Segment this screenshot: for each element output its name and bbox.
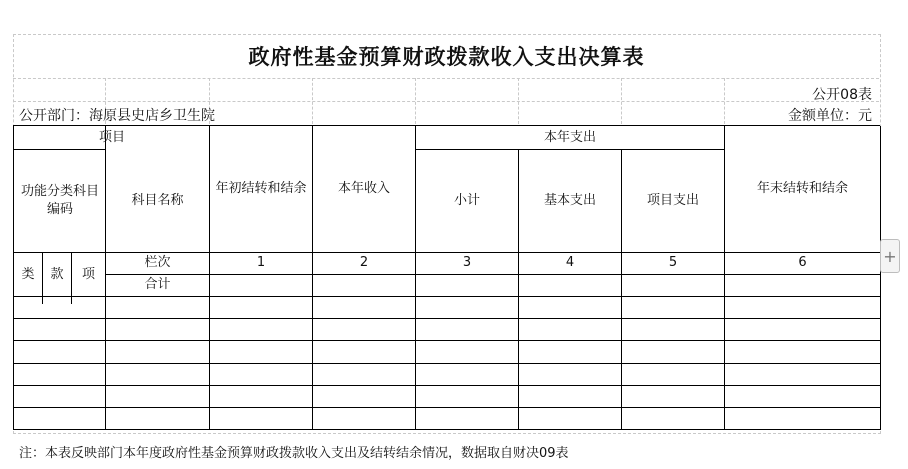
header-subject-name: 科目名称 bbox=[131, 193, 184, 208]
header-basic-expenditure: 基本支出 bbox=[543, 193, 596, 208]
header-project: 项目 bbox=[98, 129, 125, 145]
column-number: 2 bbox=[359, 255, 369, 270]
sheet-gridline bbox=[312, 78, 313, 124]
header-begin-balance: 年初结转和结余 bbox=[215, 181, 307, 196]
table-border bbox=[14, 407, 880, 408]
expand-button[interactable] bbox=[880, 239, 900, 273]
header-xiang: 项 bbox=[81, 267, 95, 282]
sheet-gridline bbox=[13, 78, 879, 79]
sheet-gridline bbox=[518, 78, 519, 124]
column-number: 3 bbox=[462, 255, 472, 270]
header-function-code: 功能分类科目编码 bbox=[20, 184, 99, 217]
column-number: 4 bbox=[565, 255, 575, 270]
column-number: 1 bbox=[256, 255, 266, 270]
table-border bbox=[14, 318, 880, 319]
sheet-gridline bbox=[13, 101, 879, 102]
header-end-balance: 年末结转和结余 bbox=[756, 181, 848, 196]
budget-table bbox=[13, 125, 880, 430]
page-title: 政府性基金预算财政拨款收入支出决算表 bbox=[248, 44, 645, 69]
header-subtotal: 小计 bbox=[453, 193, 480, 208]
department-label: 公开部门：海原县史店乡卫生院 bbox=[19, 108, 215, 124]
sheet-gridline bbox=[724, 78, 725, 124]
header-kuan: 款 bbox=[50, 267, 64, 282]
header-project-expenditure: 项目支出 bbox=[646, 193, 699, 208]
table-border bbox=[105, 274, 880, 275]
header-lei: 类 bbox=[21, 267, 35, 282]
table-border bbox=[14, 340, 880, 341]
table-border bbox=[14, 296, 880, 297]
sheet-gridline bbox=[621, 78, 622, 124]
column-number: 6 bbox=[798, 255, 807, 270]
table-border bbox=[14, 363, 880, 364]
form-code: 公开08表 bbox=[812, 87, 872, 103]
header-income: 本年收入 bbox=[337, 181, 390, 196]
row-label-total: 合计 bbox=[144, 277, 171, 292]
amount-unit-label: 金额单位：元 bbox=[788, 108, 872, 124]
table-border bbox=[14, 385, 880, 386]
header-expenditure: 本年支出 bbox=[543, 129, 596, 145]
plus-icon: + bbox=[883, 246, 897, 266]
column-number: 5 bbox=[668, 255, 678, 270]
table-border bbox=[880, 126, 881, 430]
footnote: 注：本表反映部门本年度政府性基金预算财政拨款收入支出及结转结余情况，数据取自财决09表 bbox=[19, 446, 569, 461]
row-label-lanci: 栏次 bbox=[144, 255, 171, 270]
sheet-gridline bbox=[415, 78, 416, 124]
